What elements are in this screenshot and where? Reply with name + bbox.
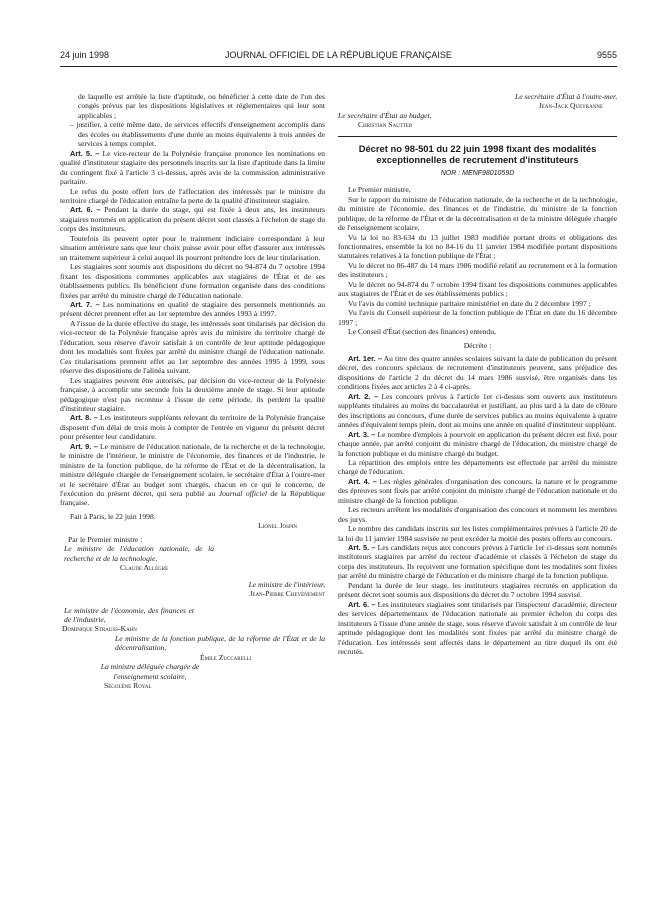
article-9: Art. 9. – Le ministre de l'éducation nationale, de la recherche et de la technologie, le ministre de l'intérieur, le ministre de l'économie, des finances et de l'industrie, le ministre de la fonction publique, de la réforme de l'État et de la décentralisation, la ministre déléguée chargée de l'enseignement scolaire, le secrétaire d'État à l'outre-mer et le secrétaire d'État au budget sont chargés, chacun en ce qui le concerne, de l'exécution du présent décret, qui sera publié au Journal officiel de la République française.: [60, 441, 326, 508]
right-column: [338, 92, 617, 656]
article-8: Art. 8. – Les instituteurs suppléants relevant du territoire de la Polynésie française disposent d'un délai de trois mois à compter de l'entrée en vigueur du présent décret pour présenter leur candidature.: [60, 413, 325, 442]
article-label: Art. 5. –: [348, 543, 376, 553]
article-label: Art. 6. –: [70, 205, 101, 215]
signature-block-public-service: [60, 634, 325, 662]
nor-reference: NOR : MENF9801059D: [440, 169, 515, 177]
paragraph: La répartition des emplois entre les départements est effectuée par arrêté du ministre chargé de l'éducation.: [338, 457, 617, 477]
left-column: [60, 92, 325, 691]
signatory-name: Claude Allègre: [120, 563, 169, 573]
preamble-paragraph: Le Conseil d'État (section des finances) entendu,: [348, 327, 496, 337]
page-number: 9555: [596, 50, 617, 60]
paragraph: Les stagiaires peuvent être autorisés, par décision du vice-recteur de la Polynésie française, à accomplir une seconde fois la deuxième année de stage. Si leur aptitude pédagogique n'est pas reconnue à l'issue de cette période, ils perdent la qualité d'instituteur stagiaire.: [60, 375, 325, 413]
signature-date: Fait à Paris, le 22 juin 1998.: [70, 511, 156, 521]
article-5: Art. 5. – Le vice-recteur de la Polynésie française prononce les nominations en qualité d'instituteur stagiaire des personnels inscrits sur la liste d'aptitude dans la limite du contingent fixé à l'article 3 ci-dessus, après avis de la commission administrative paritaire.: [60, 148, 325, 187]
article-label: Art. 4. –: [348, 476, 377, 486]
preamble-paragraph: Sur le rapport du ministre de l'éducation nationale, de la recherche et de la technologie, du ministre de l'économie, des finances et de l'industrie, du ministre de la fonction publique, de la réforme de l'État et de la décentralisation et de la ministre déléguée chargée de l'enseignement scolaire,: [338, 194, 617, 233]
signature-block-interior: [60, 580, 325, 599]
preamble-paragraph: Vu le décret no 86-487 du 14 mars 1986 modifié relatif au recrutement et à la formation des instituteurs ;: [338, 260, 617, 280]
article-5: Art. 5. – Les candidats reçus aux concours prévus à l'article 1er ci-dessus sont nommés instituteurs stagiaires par arrêté du recteur d'académie et classés à l'échelon de stage du corps des instituteurs. Ils reçoivent une formation spécifique dont les modalités sont fixées par arrêté du ministre chargé de l'éducation et du ministre chargé de la fonction publique.: [338, 543, 617, 581]
article-label: Art. 7. –: [70, 299, 100, 309]
article-label: Art. 2. –: [348, 391, 379, 401]
signatory-title: Le ministre de l'intérieur,: [248, 579, 325, 589]
paragraph: A l'issue de la durée effective du stage, les intéressés sont titularisés par décision du vice-recteur de la Polynésie française après avis du ministre du territoire chargé de l'éducation, sous réserve d'avoir satisfait à un contrôle de leur aptitude pédagogique dont les modalités sont fixées par arrêté du ministre chargé de l'éducation nationale. Ces titularisations prennent effet au 1er septembre des années 1995 à 1999, sous réserve des dispositions de l'alinéa suivant.: [60, 318, 325, 376]
article-label: Art. 1er. –: [348, 353, 382, 363]
paragraph: Pendant la durée de leur stage, les instituteurs stagiaires recrutés en application du présent décret sont soumis aux dispositions du décret du 7 octobre 1994 susvisé.: [338, 580, 617, 600]
signatory-name: Jean-Pierre Chevènement: [249, 589, 325, 599]
preamble-paragraph: Vu la loi no 83-634 du 13 juillet 1983 modifiée portant droits et obligations des fonctionnaires, ensemble la loi no 84-16 du 11 janvier 1984 modifiée portant dispositions statutaires relatives à la fonction publique de l'État ;: [338, 232, 617, 261]
article-label: Art. 5. –: [70, 148, 100, 158]
signatory-name: Dominique Strauss-Kahn: [62, 624, 137, 634]
continued-item: – justifier, à cette même date, de services effectifs d'enseignement accomplis dans des écoles ou établissements d'une durée au moins équivalente à trois années de services à temps complet.: [70, 120, 325, 149]
signatory-title: Le secrétaire d'État au budget,: [338, 110, 432, 120]
signatory-name: Émile Zuccarelli: [200, 652, 252, 662]
signature-block-economy: [60, 606, 325, 634]
page-header: [60, 50, 617, 64]
decrees-heading: Décrète :: [463, 340, 492, 350]
signatory-name: Christian Sautter: [358, 120, 413, 130]
article-1: Art. 1er. – Au titre des quatre années scolaires suivant la date de publication du présent décret, des concours spéciaux de recrutement d'instituteurs peuvent, sans préjudice des dispositions de l'article 2 du décret du 14 mars 1986 susvisé, être organisés dans les conditions fixées aux articles 2 à 4 ci-après.: [338, 353, 617, 392]
paragraph: Le refus du poste offert lors de l'affectation des intéressés par le ministre du territoire chargé de l'éducation entraîne la perte de la qualité d'instituteur stagiaire.: [60, 186, 325, 205]
signatory-name: Jean-Jack Queyranne: [538, 101, 603, 111]
paragraph: Les recteurs arrêtent les modalités d'organisation des concours et nomment les membres des jurys.: [338, 505, 617, 524]
article-3: Art. 3. – Le nombre d'emplois à pourvoir en application du présent décret est fixé, pour chaque année, par arrêté conjoint du ministre chargé de l'éducation, du ministre chargé de la fonction publique et du ministre chargé du budget.: [338, 429, 617, 458]
journal-title: JOURNAL OFFICIEL DE LA RÉPUBLIQUE FRANÇAISE: [225, 50, 452, 60]
article-6: Art. 6. – Pendant la durée du stage, qui est fixée à deux ans, les instituteurs stagiaires nommés en application du présent décret sont classés à l'échelon de stage du corps des instituteurs.: [60, 205, 325, 234]
decree-title: Décret no 98-501 du 22 juin 1998 fixant des modalités exceptionnelles de recrutement d'instituteurs: [358, 142, 597, 165]
section-divider: [338, 136, 617, 137]
preamble-paragraph: Vu l'avis du comité technique paritaire ministériel en date du 2 décembre 1997 ;: [348, 298, 591, 308]
signatory-title: Le ministre de la fonction publique, de la réforme de l'État et de la décentralisation,: [115, 633, 325, 653]
signature-block-overseas: [338, 92, 617, 111]
continued-text: de laquelle est arrêtée la liste d'aptitude, ou bénéficier à cette date de l'un des congés prévus par les dispositions législatives et réglementaires qui leur sont applicables ;: [78, 92, 325, 120]
paragraph: Les stagiaires sont soumis aux dispositions du décret no 94-874 du 7 octobre 1994 fixant les dispositions communes applicables aux stagiaires de l'État et de ses établissements publics. Ils bénéficient d'une formation organisée dans des conditions fixées par arrêté du ministre chargé de l'éducation nationale.: [60, 262, 325, 300]
header-rule: [60, 66, 617, 67]
paragraph: Le nombre des candidats inscrits sur les listes complémentaires prévues à l'article 20 de la loi du 11 janvier 1984 susvisée ne peut excéder la moitié des postes offerts au concours.: [338, 524, 617, 543]
article-label: Art. 6. –: [348, 599, 376, 609]
signatory-title: Le ministre de l'économie, des finances et de l'industrie,: [64, 605, 194, 625]
signatory-name: Ségolène Royal: [104, 681, 152, 691]
header-date: 24 juin 1998: [60, 50, 110, 60]
article-2: Art. 2. – Les concours prévus à l'article 1er ci-dessus sont ouverts aux instituteurs suppléants titulaires au moins du baccalauréat et justifiant, au plus tard à la date de clôture des inscriptions au concours, d'une durée de services publics au moins équivalente à quatre années d'équivalent temps plein, dont au moins une année en qualité d'instituteur suppléant.: [338, 391, 617, 430]
signature-block-delegate: [60, 662, 325, 690]
article-label: Art. 9. –: [70, 441, 98, 451]
signature-block-education: [60, 544, 325, 572]
signatory-title: Le ministre de l'éducation nationale, de la recherche et de la technologie,: [64, 544, 214, 563]
article-7: Art. 7. – Les nominations en qualité de stagiaire des personnels mentionnés au présent décret prennent effet au 1er septembre des années 1993 à 1997.: [60, 299, 325, 319]
preamble-pm: Le Premier ministre,: [348, 185, 411, 195]
signatory-title: La ministre déléguée chargée de l'enseignement scolaire,: [100, 662, 200, 681]
by-pm: Par le Premier ministre :: [68, 534, 143, 544]
signatory-pm: Lionel Jospin: [258, 521, 297, 531]
preamble-paragraph: Vu l'avis du Conseil supérieur de la fonction publique de l'État en date du 16 décembre 1997 ;: [338, 308, 617, 327]
paragraph: Toutefois ils peuvent opter pour le traitement indiciaire correspondant à leur situation antérieure sans que leur choix puisse avoir pour effet d'assurer aux intéressés un traitement supérieur à celui auquel ils pourront prétendre lors de leur titularisation.: [60, 233, 325, 262]
signature-block-budget: [338, 111, 617, 130]
article-label: Art. 8. –: [70, 413, 98, 423]
preamble-paragraph: Vu le décret no 94-874 du 7 octobre 1994 fixant les dispositions communes applicables aux stagiaires de l'État et de ses établissements publics ;: [338, 279, 617, 299]
signatory-title: Le secrétaire d'État à l'outre-mer,: [514, 92, 617, 101]
article-label: Art. 3. –: [348, 429, 376, 439]
article-6: Art. 6. – Les instituteurs stagiaires sont titularisés par l'inspecteur d'académie, directeur des services départementaux de l'éducation nationale au premier échelon du corps des instituteurs à l'issue d'une année de stage, sous réserve d'avoir satisfait à un contrôle de leur aptitude pédagogique dont les modalités sont fixées par arrêté du ministre chargé de l'éducation. Les intéressés sont affectés dans le département au titre duquel ils ont été recrutés.: [338, 599, 617, 657]
article-4: Art. 4. – Les règles générales d'organisation des concours, la nature et le programme des épreuves sont fixés par arrêté conjoint du ministre chargé de l'éducation nationale et du ministre chargé de la fonction publique.: [338, 476, 617, 505]
